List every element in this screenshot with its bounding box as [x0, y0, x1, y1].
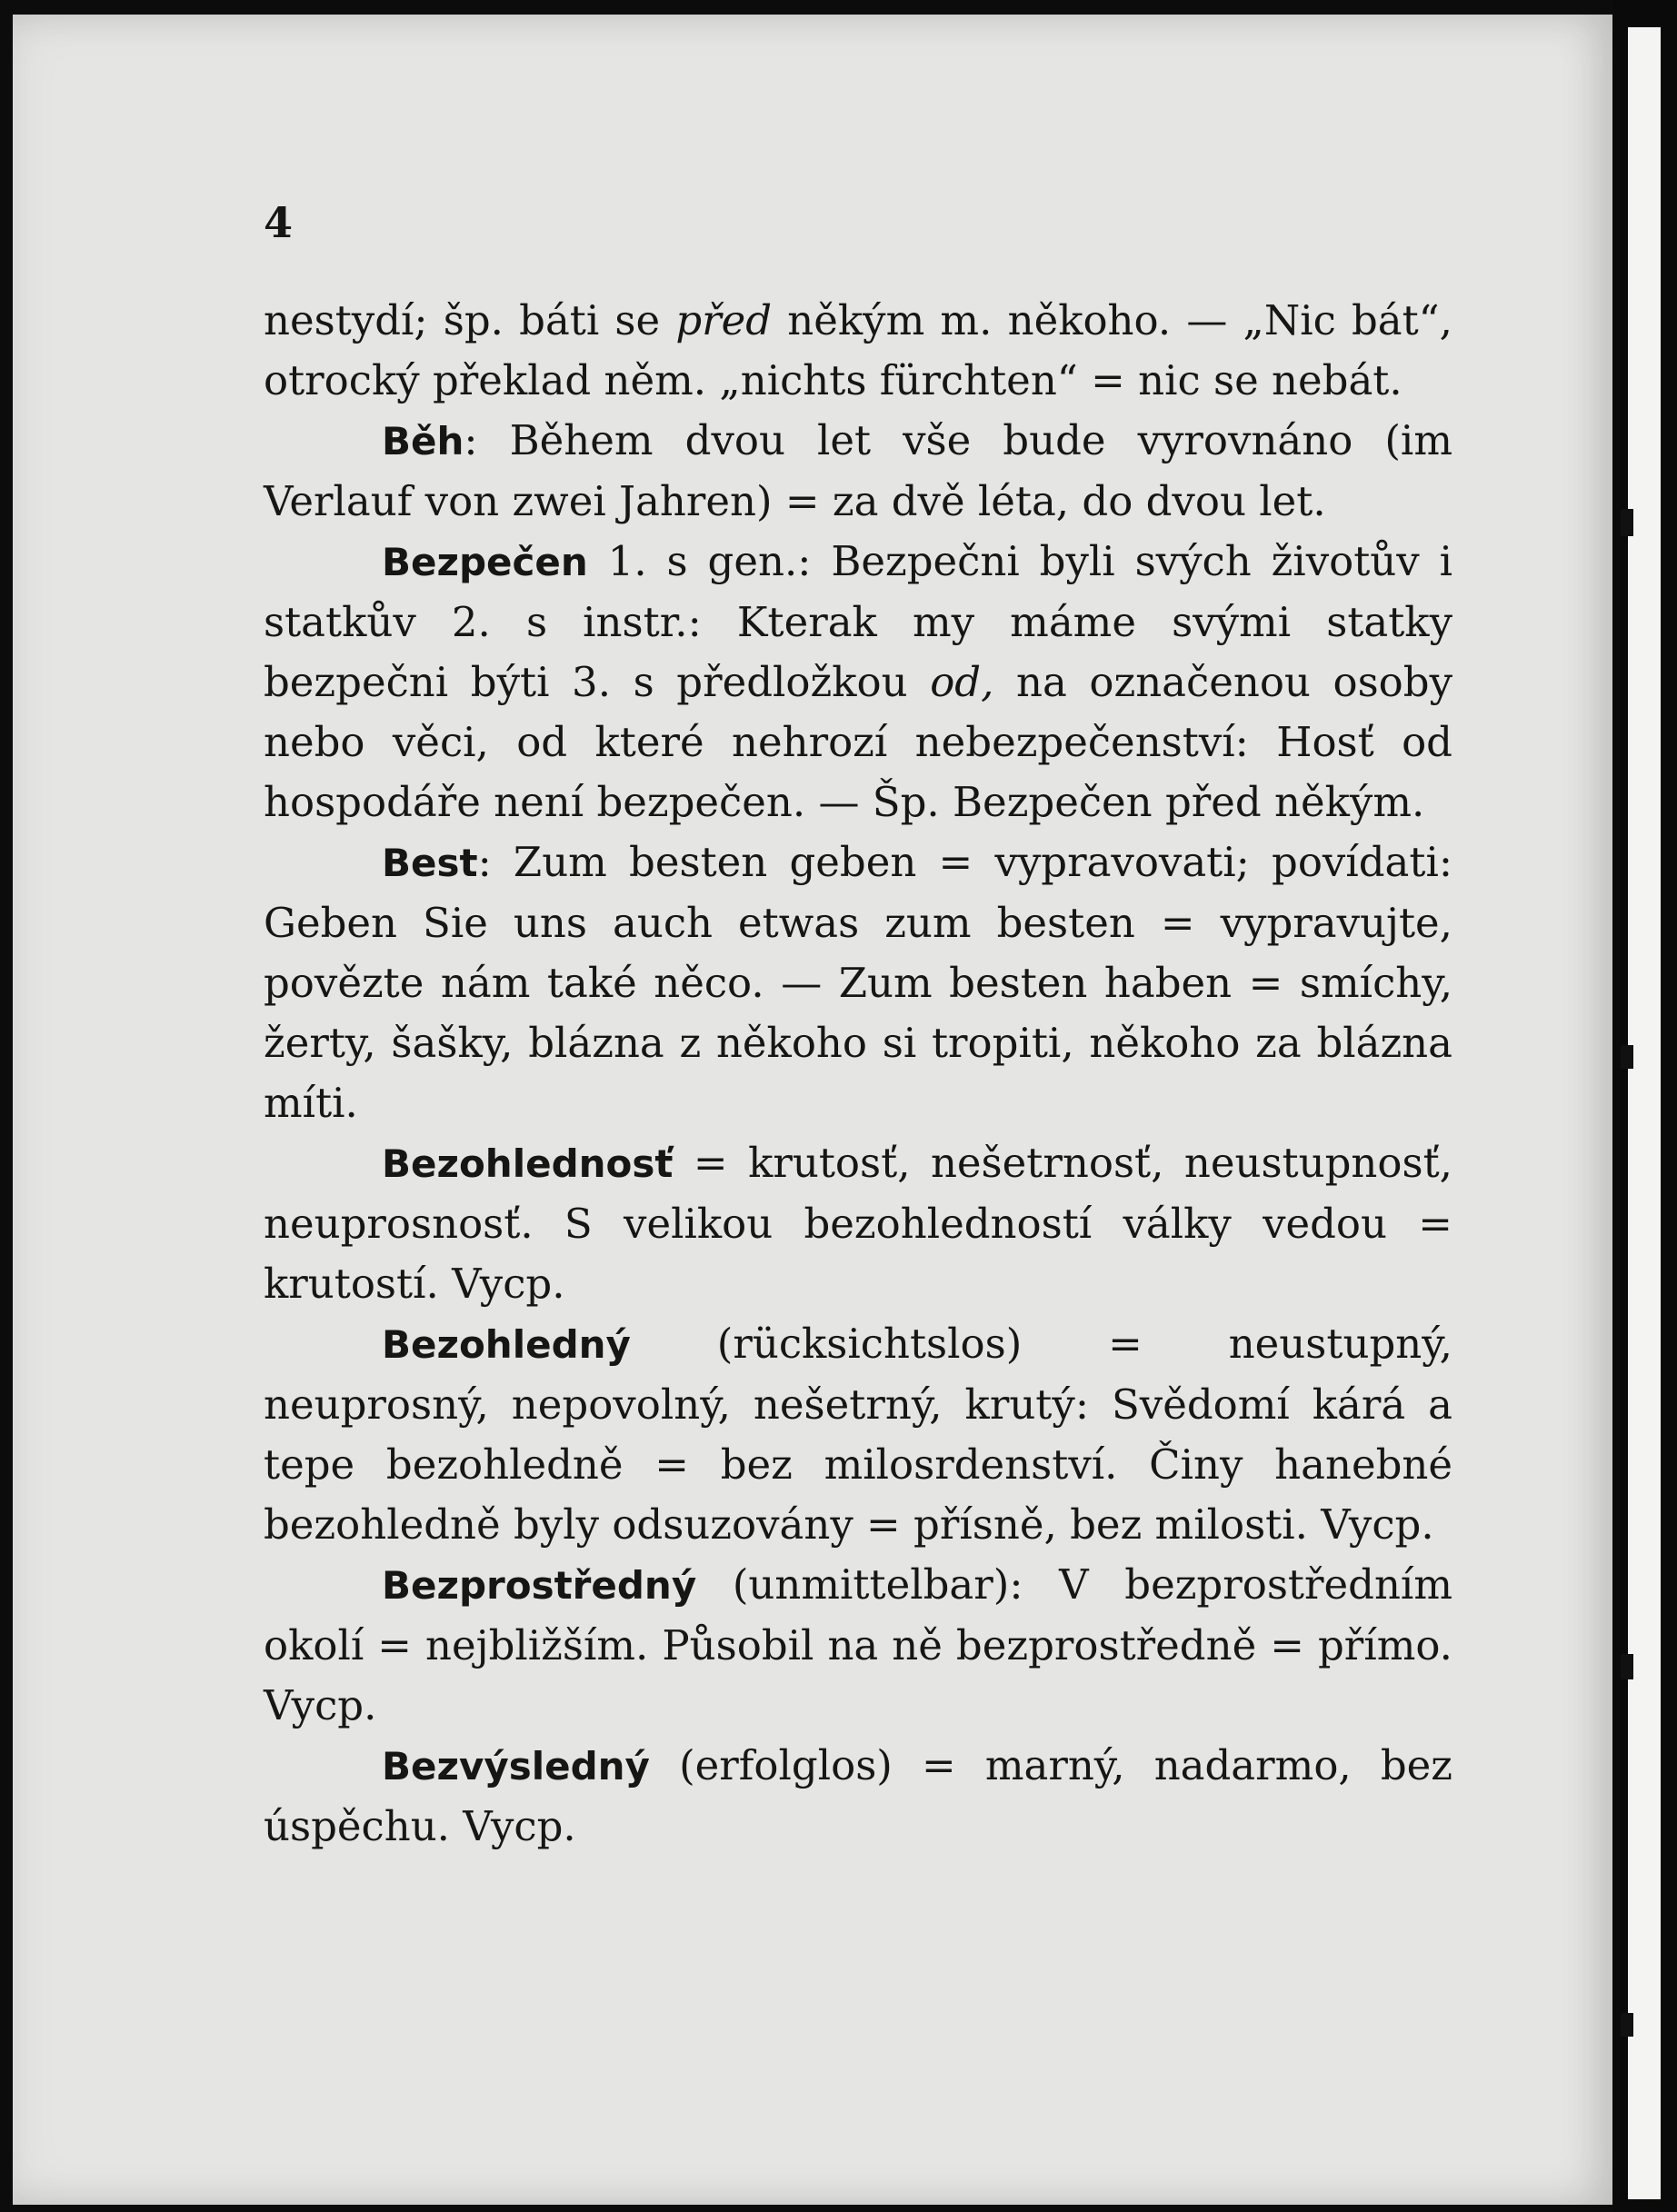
text-run: 1. s gen.: Bezpečni byli svých životův i statkův 2. s instr.: Kterak my máme svými statky bezpečni býti 3. s předložkou — [264, 537, 1452, 706]
italic-run: před — [675, 296, 773, 344]
text-run: (rücksichtslos) = neustupný, neuprosný, nepovolný, nešetrný, krutý: Svědomí kárá a tepe bezohledně = bez milosrdenství. Činy hanebné bezohledně byly odsuzovány = přísně, bez milosti. Vycp. — [264, 1320, 1452, 1549]
edge-tab-mark — [1621, 2013, 1633, 2037]
scan-edge — [1613, 0, 1677, 2212]
headword: Bezohlednosť — [382, 1141, 674, 1186]
paragraph — [264, 291, 1452, 411]
italic-run: od, — [930, 658, 994, 706]
text-run: = krutosť, nešetrnosť, neustupnosť, neuprosnosť. S velikou bezohledností války vedou = krutostí. Vycp. — [264, 1139, 1452, 1308]
entry-bezvysledny — [264, 1736, 1452, 1857]
page-number: 4 — [264, 198, 294, 247]
edge-tab-mark — [1621, 509, 1633, 536]
headword: Bezpečen — [382, 540, 588, 584]
text-run: někým m. někoho. — „Nic bát“, otrocký překlad něm. „nichts fürchten“ = nic se nebát. — [264, 296, 1452, 404]
text-run: (unmittelbar): V bezprostředním okolí = nejbližším. Působil na ně bezprostředně = přímo. Vycp. — [264, 1560, 1452, 1729]
text-run: nestydí; šp. báti se — [264, 296, 676, 344]
headword: Bezvýsledný — [382, 1744, 650, 1789]
entry-bezpecen — [264, 532, 1452, 832]
text-run: (erfolglos) = marný, nadarmo, bez úspěchu. Vycp. — [264, 1741, 1452, 1850]
text-run: : Během dvou let vše bude vyrovnáno (im Verlauf von zwei Jahren) = za dvě léta, do dvou let. — [264, 416, 1452, 525]
adjacent-page-edge — [1628, 27, 1661, 2199]
edge-tab-mark — [1621, 1654, 1633, 1679]
headword: Bezohledný — [382, 1322, 631, 1367]
text-run: na označenou osoby nebo věci, od které nehrozí nebezpečenství: Hosť od hospodáře není bezpečen. — Šp. Bezpečen před někým. — [264, 658, 1453, 826]
dictionary-entries — [264, 291, 1452, 1857]
entry-bezohlednost — [264, 1133, 1452, 1314]
entry-bezohledny — [264, 1314, 1452, 1555]
text-run: : Zum besten geben = vypravovati; povídati: Geben Sie uns auch etwas zum besten = vypravujte, povězte nám také něco. — Zum besten haben = smíchy, žerty, šašky, blázna z někoho si tropiti, někoho za blázna míti. — [264, 838, 1452, 1127]
entry-bezprostredny — [264, 1555, 1452, 1736]
entry-best — [264, 832, 1452, 1133]
headword: Běh — [382, 419, 464, 463]
headword: Bezprostředný — [382, 1563, 697, 1608]
edge-tab-mark — [1621, 1045, 1633, 1069]
entry-beh — [264, 411, 1452, 532]
headword: Best — [382, 841, 478, 885]
